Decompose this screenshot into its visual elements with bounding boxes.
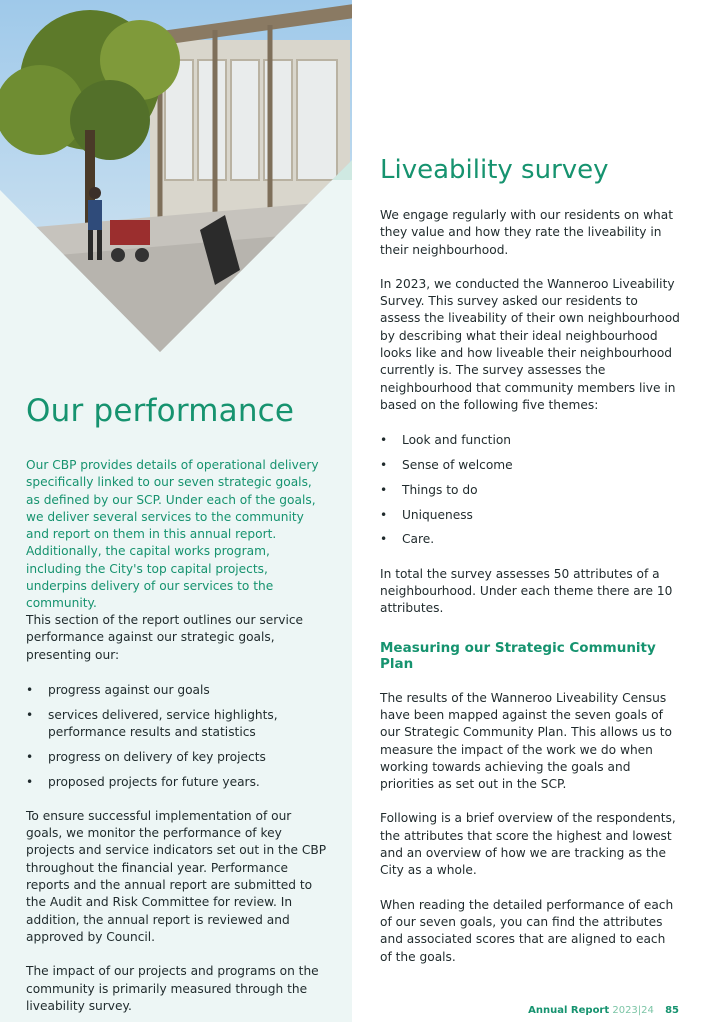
building-photo	[0, 0, 352, 360]
footer-label: Annual Report	[528, 1005, 610, 1016]
list-item: • proposed projects for future years.	[26, 774, 260, 789]
liveability-heading: Liveability survey	[380, 155, 609, 185]
list-item: • Things to do	[380, 482, 478, 497]
liveability-paragraph-5: Following is a brief overview of the respondents, the attributes that score the highest and lowest and an overview of how we are tracking as the City as a whole.	[380, 811, 676, 878]
list-item: • Care.	[380, 532, 435, 547]
subheading: Measuring our Strategic Community Plan	[380, 639, 656, 672]
section-paragraph-3: The impact of our projects and programs on the community is primarily measured through the liveability survey.	[26, 964, 319, 1013]
footer-year: 2023|24	[612, 1005, 654, 1016]
list-item: • progress against our goals	[26, 682, 210, 697]
section-paragraph-1: This section of the report outlines our service performance against our strategic goals, presenting our:	[26, 613, 304, 662]
left-column	[26, 612, 331, 1015]
goals-list	[26, 682, 331, 791]
liveability-paragraph-3: In total the survey assesses 50 attributes of a neighbourhood. Under each theme there are 10 attributes.	[380, 566, 673, 616]
section-paragraph-2: To ensure successful implementation of our goals, we monitor the performance of key projects and service indicators set out in the CBP throughout the financial year. Performance reports and the annual report are submitted to the Audit and Risk Committee for review. In addition, the annual report is reviewed and approved by Council.	[26, 808, 327, 944]
intro-paragraph: Our CBP provides details of operational delivery specifically linked to our seven strategic goals, as defined by our SCP. Under each of the goals, we deliver several services to the community and report on them in this annual report. Additionally, the capital works program, including the City's top capital projects, underpins delivery of our services to the community.	[26, 458, 319, 611]
page-number: 85	[665, 1005, 679, 1016]
page-footer	[528, 1005, 679, 1016]
themes-list	[380, 432, 680, 548]
list-item: • progress on delivery of key projects	[26, 749, 266, 764]
page-heading: Our performance	[26, 393, 295, 429]
liveability-paragraph-2: In 2023, we conducted the Wanneroo Liveability Survey. This survey asked our residents to assess the liveability of their own neighbourhood by describing what their ideal neighbourhood looks like and how liveable their neighbourhood currently is. The survey assesses the neighbourhood that community members live in based on the following five themes:	[380, 276, 680, 412]
liveability-paragraph-4: The results of the Wanneroo Liveability Census have been mapped against the seven goals of our Strategic Community Plan. This allows us to measure the impact of the work we do when working towards achieving the goals and priorities as set out in the SCP.	[380, 690, 672, 792]
list-item: • services delivered, service highlights, performance results and statistics	[26, 707, 278, 739]
right-column	[380, 207, 680, 966]
list-item: • Sense of welcome	[380, 458, 513, 473]
liveability-paragraph-1: We engage regularly with our residents on what they value and how they rate the liveability in their neighbourhood.	[380, 208, 674, 257]
list-item: • Uniqueness	[380, 507, 473, 522]
hero-graphic	[0, 0, 352, 360]
list-item: • Look and function	[380, 433, 512, 448]
liveability-paragraph-6: When reading the detailed performance of each of our seven goals, you can find the attributes and associated scores that are aligned to each of the goals.	[380, 897, 674, 964]
